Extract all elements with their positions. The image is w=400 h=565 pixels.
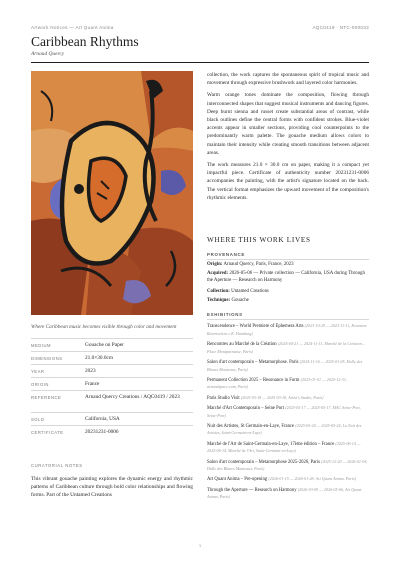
exhibition-name: Permanent Collection 2025 – Resonance in Form <box>207 377 300 383</box>
provenance-origin <box>207 262 369 269</box>
spec-label: SOLD <box>31 417 45 422</box>
spec-table <box>31 338 193 438</box>
exhibition-item <box>207 476 369 484</box>
spec-label: DIMENSIONS <box>31 356 63 361</box>
provenance-divider <box>207 259 369 260</box>
description-paragraph: collection, the work captures the spontaneous spirit of tropical music and movement through expressive brushwork and layered color harmonies. <box>207 72 369 87</box>
exhibition-name: Marché de l'Art de Saint-Germain-en-Laye, 17ème édition – France <box>207 441 335 447</box>
artwork-image <box>31 71 193 315</box>
spec-label: YEAR <box>31 369 45 374</box>
exhibition-name: Salon d'art contemporain – Metamorphose. Paris <box>207 359 299 365</box>
acquired-value: 2026-05-06 — Private collection — California, USA during Through the Aperture — Research on Harmony <box>207 271 365 283</box>
exhibition-meta: (2023-10-29 — 2023-11-11, Kraemon Ravensviera e.K. Hamburg) <box>207 323 367 336</box>
spec-label: ORIGIN <box>31 382 49 387</box>
spec-label: MEDIUM <box>31 343 51 348</box>
spec-value: 21.0×30.0cm <box>85 355 113 361</box>
technique-value: Gouache <box>231 298 249 303</box>
spec-value: Arnaud Quercy Creations / AQC0419 / 2023 <box>85 394 180 400</box>
technique-label: Technique: <box>207 298 231 303</box>
where-section-title: WHERE THIS WORK LIVES <box>207 236 311 244</box>
page-number: 1 <box>198 543 202 548</box>
exhibition-item <box>207 423 369 438</box>
spec-row-certificate <box>31 425 193 438</box>
artist-name: Arnaud Quercy <box>31 51 65 57</box>
exhibition-name: Art Quant Anima – Pre-opening <box>207 477 268 483</box>
exhibitions-list <box>207 323 369 505</box>
artwork-caption: Where Caribbean music becomes visible through color and movement <box>31 324 177 330</box>
reference-code: AQC0419 · NTC-000033 <box>312 25 369 30</box>
spec-row-sold <box>31 412 193 425</box>
exhibition-meta: (2025-01-01 — 2025-12-31, artsindspace.com, Paris) <box>207 376 347 390</box>
exhibition-item <box>207 395 369 403</box>
collection-value: Untamed Creations <box>231 289 269 294</box>
curatorial-notes-text: This vibrant gouache painting explores the dynamic energy and rhythmic patterns of Caribbean culture through bold color relationships and flowing forms. Part of the Untamed Creations <box>31 476 193 499</box>
origin-label: Origin: <box>207 262 223 267</box>
spec-value: France <box>85 381 100 387</box>
section-label: Artwork Notices — Art Quant Anima <box>31 25 114 30</box>
provenance-technique <box>207 298 369 305</box>
spec-label: REFERENCE <box>31 395 62 400</box>
spec-row-medium <box>31 338 193 351</box>
exhibition-item <box>207 459 369 474</box>
exhibition-meta: (2024-04-21 — 2024-11-11, Marché de la Création – Place Montparnasse, Paris) <box>207 340 365 354</box>
title-divider <box>31 62 369 63</box>
exhibition-item <box>207 441 369 456</box>
curatorial-notes-label: CURATORIAL NOTES <box>31 463 83 468</box>
spec-value: 2023 <box>85 368 96 374</box>
description <box>207 71 369 206</box>
exhibition-name: Through the Aperture — Research on Harmony <box>207 487 297 493</box>
spec-row-dimensions <box>31 351 193 364</box>
exhibition-meta: (2025-06-14 — 2025-06-14, Marché de l'Art, Saint-Germain-en-Laye) <box>207 440 361 454</box>
exhibitions-label: EXHIBITIONS <box>207 312 243 317</box>
spec-value: 20231231-0006 <box>85 429 119 435</box>
exhibition-item <box>207 487 369 502</box>
exhibition-item <box>207 323 369 338</box>
collection-label: Collection: <box>207 289 230 294</box>
exhibition-name: Marché d'Art Contemporain – Seine Port <box>207 405 285 411</box>
description-paragraph: Warm orange tones dominate the composition, flowing through interconnected shapes that suggest musical instruments and dancing figures. Deep burnt sienna and russet create substantial areas of contrast, while black outlines define the central forms with confident strokes. Blue-violet accents appear in smaller sections, providing cool counterpoints to the predominantly warm palette. The gouache medium allows colors to maintain their intensity while creating smooth transitions between adjacent areas. <box>207 92 369 156</box>
header-bar <box>31 25 369 33</box>
exhibition-meta: (2026-01-15 — 2026-01-28, Art Quant Anima, Paris) <box>268 476 356 482</box>
provenance-label: PROVENANCE <box>207 252 245 257</box>
exhibition-meta: (2025-05-17 — 2025-05-17, MAC Seine-Port, Seine-Port) <box>207 404 361 418</box>
exhibition-item <box>207 405 369 420</box>
acquired-label: Acquired: <box>207 271 229 276</box>
exhibition-name: Transcendence – World Premiere of Ephemera Arts <box>207 324 304 329</box>
spec-value: California, USA <box>85 416 120 422</box>
origin-value: Arnaud Quercy, Paris, France, 2023 <box>223 262 294 267</box>
exhibition-meta: (2025-03-18 — 2025-03-18, Artist's Studio, Paris) <box>240 394 324 400</box>
exhibition-item <box>207 377 369 392</box>
spec-label: CERTIFICATE <box>31 430 64 435</box>
spec-row-origin <box>31 377 193 390</box>
description-paragraph: The work measures 21.0 × 30.0 cm on paper, making it a compact yet impactful piece. Certificate of authenticity number 20231231-0006 accompanies the painting, with the artist's signature located on the back. The vertical format emphasizes the upward movement of the composition's rhythmic elements. <box>207 162 369 201</box>
exhibition-name: Salon d'art contemporain – Metamorphose 2025-2026, Paris <box>207 459 320 465</box>
spec-row-year <box>31 364 193 377</box>
provenance-collection <box>207 289 369 296</box>
exhibition-item <box>207 341 369 356</box>
exhibition-meta: (2025-12-20 — 2026-01-04, Halle des Blancs Manteaux, Paris) <box>207 458 368 472</box>
spec-row-reference <box>31 390 193 412</box>
exhibition-meta: (2026-03-09 — 2026-05-06, Art Quant Anima, Paris) <box>207 486 362 500</box>
exhibition-item <box>207 359 369 374</box>
exhibition-meta: (2024-11-16 — 2025-01-05, Halle des Blancs Manteaux, Paris) <box>207 358 363 372</box>
artwork-title: Caribbean Rhythms <box>31 34 139 49</box>
exhibitions-divider <box>207 319 369 320</box>
provenance-acquired <box>207 271 369 285</box>
spec-value: Gouache on Paper <box>85 342 124 348</box>
exhibition-meta: (2025-05-24 — 2025-05-24, La Nuit des Artistes, Saint-Germain-en-Laye) <box>207 422 362 436</box>
exhibition-name: Nuit des Artistes, St Germain-en-Laye, France <box>207 423 295 429</box>
exhibition-name: Rencontres au Marché de la Création <box>207 341 277 347</box>
exhibition-name: Paris Studio Visit <box>207 395 240 401</box>
